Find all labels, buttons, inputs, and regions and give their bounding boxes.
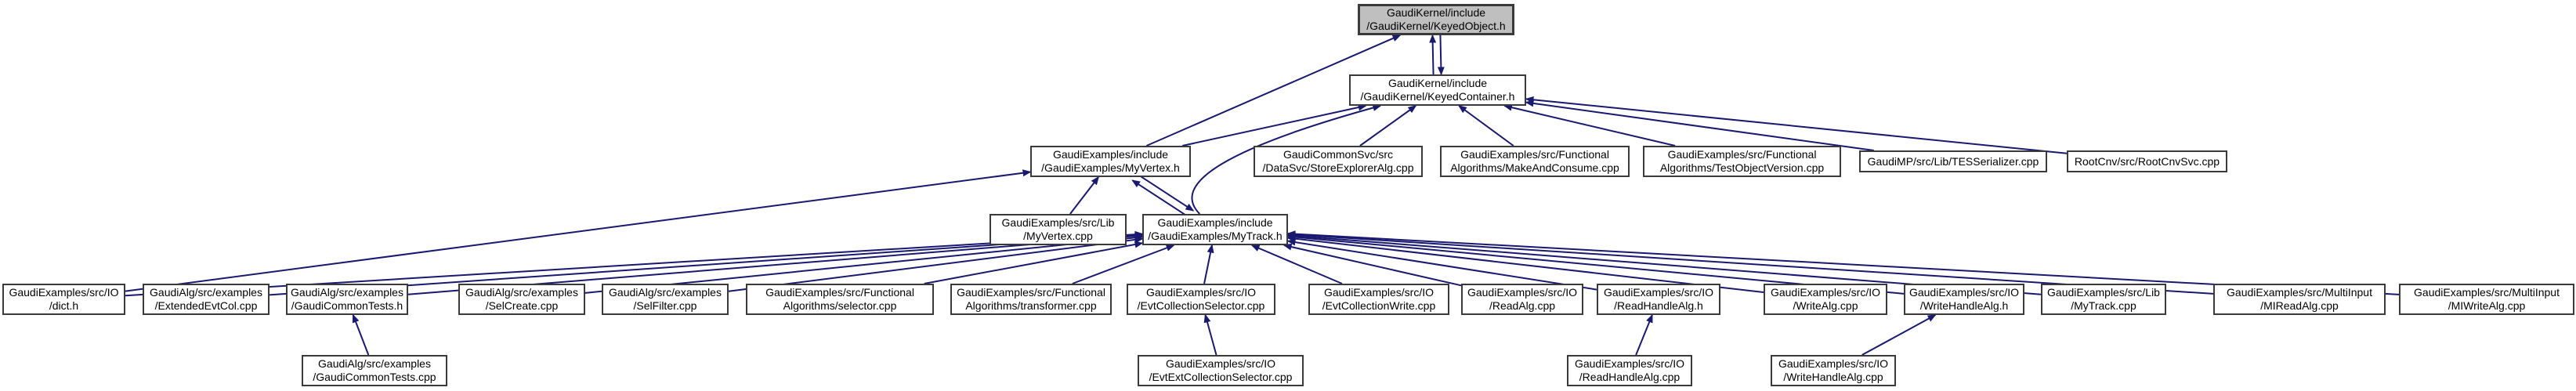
include-edge — [1073, 245, 1174, 284]
node-evtextcollectionselector-cpp[interactable] — [1138, 355, 1304, 386]
node-label-line1: GaudiExamples/src/IO — [9, 286, 119, 299]
node-dict-h[interactable] — [2, 284, 125, 315]
node-label-line2: /EvtCollectionSelector.cpp — [1137, 299, 1265, 312]
node-label-line2: /EvtCollectionWrite.cpp — [1322, 299, 1436, 312]
node-label-line2: /ReadAlg.cpp — [1489, 299, 1556, 312]
node-transformer-cpp[interactable] — [950, 284, 1112, 315]
node-label-line1: GaudiExamples/src/Functional — [1460, 148, 1609, 161]
node-label-line2: /GaudiCommonTests.cpp — [313, 371, 436, 383]
node-label-line1: GaudiExamples/src/Functional — [765, 286, 914, 299]
node-evtcollectionselector-cpp[interactable] — [1127, 284, 1275, 315]
node-label-line2: /GaudiExamples/MyTrack.h — [1148, 230, 1283, 242]
node-label-line1: GaudiKernel/include — [1386, 6, 1486, 19]
node-readalg-cpp[interactable] — [1461, 284, 1583, 315]
include-edge — [1862, 315, 1936, 355]
include-edge — [1137, 174, 1193, 211]
node-label-line2: Algorithms/selector.cpp — [783, 299, 897, 312]
node-label-line1: GaudiExamples/src/IO — [1603, 286, 1714, 299]
node-label-line2: /ExtendedEvtCol.cpp — [154, 299, 258, 312]
node-miwritealg-cpp[interactable] — [2399, 284, 2574, 315]
node-label-line1: GaudiExamples/src/Functional — [1667, 148, 1817, 161]
node-label-line2: /GaudiCommonTests.h — [291, 299, 403, 312]
node-label-line2: /SelCreate.cpp — [485, 299, 559, 312]
include-edge — [125, 172, 1030, 291]
node-mytrack-h[interactable] — [1142, 214, 1288, 245]
node-label-line1: GaudiAlg/src/examples — [150, 286, 262, 299]
node-myvertex-cpp[interactable] — [990, 214, 1127, 245]
node-readhandlealg-h[interactable] — [1597, 284, 1720, 315]
node-label-line1: GaudiKernel/include — [1387, 77, 1488, 89]
node-gaudicommontests-cpp[interactable] — [302, 355, 447, 386]
node-rootcnvsvc-cpp[interactable] — [2067, 150, 2227, 172]
node-extendedevtcol-cpp[interactable] — [143, 284, 270, 315]
node-label-line1: GaudiExamples/src/IO — [1908, 286, 2020, 299]
node-label-line2: /MIWriteAlg.cpp — [2448, 299, 2526, 312]
node-label-line2: /GaudiKernel/KeyedObject.h — [1366, 20, 1506, 32]
node-selcreate-cpp[interactable] — [458, 284, 585, 315]
node-label-line2: Algorithms/TestObjectVersion.cpp — [1659, 161, 1825, 174]
node-gaudicommontests-h[interactable] — [286, 284, 408, 315]
node-label-line1: GaudiExamples/include — [1052, 148, 1169, 161]
node-writehandlealg-h[interactable] — [1904, 284, 2024, 315]
node-label-line1: RootCnv/src/RootCnvSvc.cpp — [2074, 154, 2220, 168]
node-label-line1: GaudiExamples/src/IO — [1770, 286, 1881, 299]
node-mireadalg-cpp[interactable] — [2213, 284, 2386, 315]
node-label-line2: /MyVertex.cpp — [1023, 230, 1093, 242]
node-label-line1: GaudiExamples/src/IO — [1778, 357, 1889, 370]
node-label-line1: GaudiCommonSvc/src — [1283, 148, 1394, 161]
node-label-line2: Algorithms/MakeAndConsume.cpp — [1450, 161, 1619, 174]
node-myvertex-h[interactable] — [1030, 146, 1191, 177]
node-readhandlealg-cpp[interactable] — [1567, 355, 1692, 386]
include-edge — [1459, 106, 1513, 146]
node-label-line1: GaudiExamples/src/IO — [1165, 357, 1276, 370]
node-keyedcontainer-h[interactable] — [1349, 74, 1526, 106]
node-label-line1: GaudiExamples/src/Functional — [957, 286, 1105, 299]
node-label-line2: /WriteAlg.cpp — [1793, 299, 1858, 312]
node-evtcollectionwrite-cpp[interactable] — [1308, 284, 1449, 315]
include-edge — [1252, 245, 1342, 284]
node-label-line2: /ReadHandleAlg.cpp — [1579, 371, 1681, 383]
node-label-line2: /MyTrack.cpp — [2071, 299, 2136, 312]
include-edge — [1636, 315, 1652, 355]
node-writealg-cpp[interactable] — [1764, 284, 1887, 315]
node-label-line2: /ReadHandleAlg.h — [1614, 299, 1703, 312]
node-label-line2: /dict.h — [49, 299, 79, 312]
include-edge — [353, 315, 369, 355]
node-label-line1: GaudiExamples/src/IO — [1145, 286, 1257, 299]
node-label-line1: GaudiExamples/src/Lib — [2047, 286, 2160, 299]
include-edge — [1132, 180, 1189, 217]
include-edge — [1440, 35, 1441, 74]
node-label-line2: Algorithms/transformer.cpp — [965, 299, 1097, 312]
node-label-line2: /SelFilter.cpp — [633, 299, 697, 312]
node-label-line2: /GaudiKernel/KeyedContainer.h — [1360, 90, 1515, 103]
node-label-line2: /MIReadAlg.cpp — [2260, 299, 2339, 312]
node-label-line1: GaudiExamples/src/MultiInput — [2414, 286, 2560, 299]
include-edge — [924, 243, 1142, 284]
node-label-line1: GaudiAlg/src/examples — [609, 286, 722, 299]
node-label-line1: GaudiExamples/src/IO — [1574, 357, 1685, 370]
include-edge — [1504, 106, 1675, 146]
node-label-line2: /WriteHandleAlg.cpp — [1783, 371, 1883, 383]
node-label-line2: /GaudiExamples/MyVertex.h — [1041, 161, 1180, 174]
include-edge — [1360, 106, 1416, 146]
node-label-line1: GaudiExamples/src/MultiInput — [2227, 286, 2372, 299]
node-label-line1: GaudiExamples/src/IO — [1323, 286, 1435, 299]
node-mytrack-cpp[interactable] — [2041, 284, 2166, 315]
node-storeexploreralg-cpp[interactable] — [1254, 146, 1423, 177]
node-label-line1: GaudiExamples/include — [1157, 216, 1273, 229]
include-edge — [1288, 241, 1597, 290]
include-edge — [1070, 177, 1098, 214]
node-writehandlealg-cpp[interactable] — [1771, 355, 1896, 386]
node-selector-cpp[interactable] — [746, 284, 934, 315]
include-edge — [1205, 315, 1216, 355]
node-label-line1: GaudiExamples/src/Lib — [1001, 216, 1115, 229]
include-edge — [1526, 103, 1874, 150]
node-label-line1: GaudiAlg/src/examples — [465, 286, 578, 299]
node-testobjectversion-cpp[interactable] — [1643, 146, 1841, 177]
include-edge — [1182, 106, 1366, 146]
node-label-line2: /DataSvc/StoreExplorerAlg.cpp — [1262, 161, 1414, 174]
node-label-line2: /WriteHandleAlg.h — [1919, 299, 2009, 312]
node-label-line1: GaudiMP/src/Lib/TESSerializer.cpp — [1867, 154, 2039, 168]
node-selfilter-cpp[interactable] — [602, 284, 729, 315]
node-label-line1: GaudiAlg/src/examples — [291, 286, 403, 299]
node-label-line1: GaudiExamples/src/IO — [1467, 286, 1578, 299]
node-label-line2: /EvtExtCollectionSelector.cpp — [1149, 371, 1293, 383]
include-edge — [1284, 245, 1461, 285]
node-makeandconsume-cpp[interactable] — [1440, 146, 1630, 177]
node-keyedobject-h — [1358, 4, 1514, 35]
include-edge — [1204, 245, 1212, 284]
node-label-line1: GaudiAlg/src/examples — [318, 357, 431, 370]
include-edge — [1432, 35, 1433, 74]
node-tesserializer-cpp[interactable] — [1859, 150, 2047, 172]
